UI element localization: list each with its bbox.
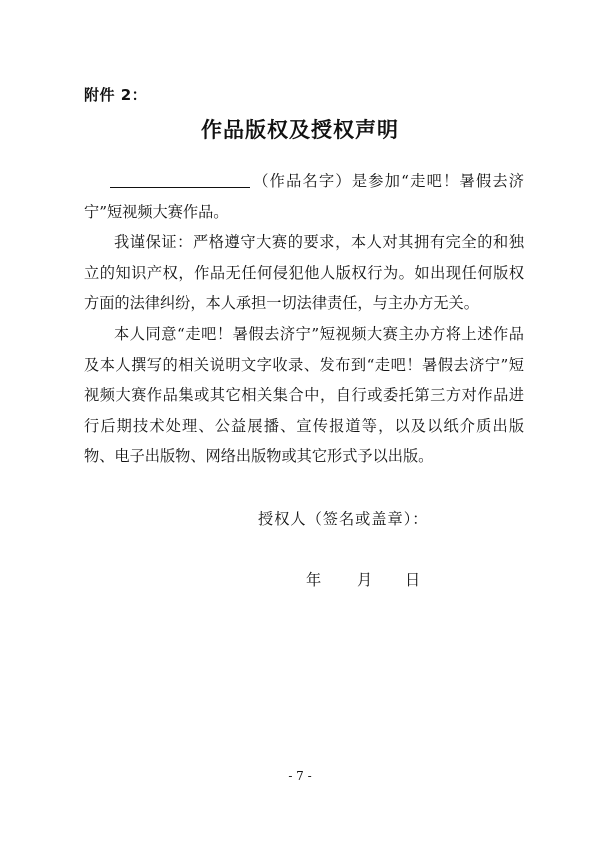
document-title: 作品版权及授权声明 — [201, 118, 399, 142]
paragraph-guarantee: 我谨保证：严格遵守大赛的要求，本人对其拥有完全的和独立的知识产权，作品无任何侵犯他人版权行为。如出现任何版权方面的法律纠纷，本人承担一切法律责任，与主办方无关。 — [84, 233, 524, 313]
paragraph-consent: 本人同意“走吧！暑假去济宁”短视频大赛主办方将上述作品及本人撰写的相关说明文字收录、发布到“走吧！暑假去济宁”短视频大赛作品集或其它相关集合中，自行或委托第三方对作品进行后期技术处理、公益展播、宣传报道等，以及以纸介质出版物、电子出版物、网络出版物或其它形式予以出版。 — [84, 324, 524, 466]
paragraph-work-name — [84, 166, 524, 227]
date-month: 月 — [357, 571, 373, 589]
paragraph-work-name-text: （作品名字）是参加“走吧！暑假去济宁”短视频大赛作品。 — [84, 172, 524, 221]
document-body — [84, 166, 524, 472]
date-year: 年 — [306, 571, 322, 589]
signature-label: 授权人（签名或盖章）： — [258, 510, 429, 528]
date-day: 日 — [405, 571, 421, 589]
page-number: - 7 - — [288, 769, 312, 783]
work-name-blank-line — [110, 169, 250, 188]
attachment-label: 附件 2： — [84, 86, 148, 104]
